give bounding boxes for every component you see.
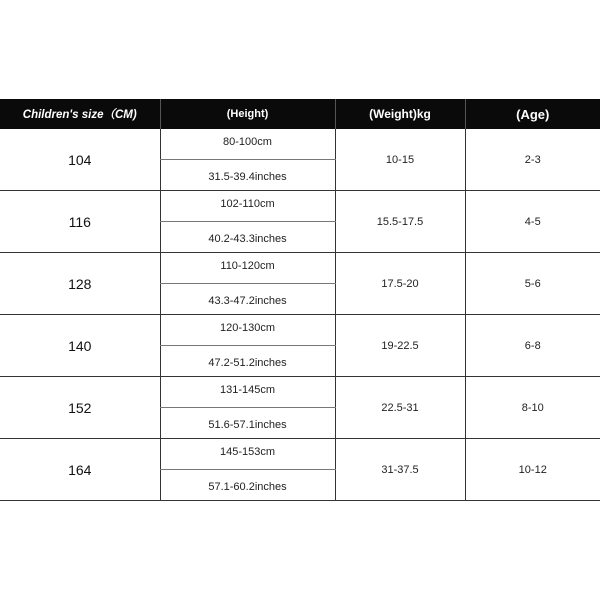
- size-cell: 116: [0, 191, 160, 253]
- height-in-cell: [160, 284, 335, 315]
- height-cm-cell: [160, 315, 335, 346]
- header-weight: (Weight)kg: [335, 99, 465, 129]
- weight-cell: 17.5-20: [335, 253, 465, 315]
- height-in-cell: [160, 408, 335, 439]
- height-cm-cell: [160, 191, 335, 222]
- height-cm-text: 110-120cm: [220, 260, 275, 272]
- height-cm-text: 131-145cm: [219, 384, 276, 396]
- age-cell: 8-10: [465, 377, 600, 439]
- height-cm-text: 145-153cm: [219, 446, 276, 458]
- header-size: Children's size（CM): [0, 99, 160, 129]
- header-age: (Age): [465, 99, 600, 129]
- header-height: (Height): [160, 99, 335, 129]
- table-row: [0, 439, 600, 470]
- height-cm-cell: [160, 129, 335, 160]
- table-row: [0, 129, 600, 160]
- size-cell: 128: [0, 253, 160, 315]
- size-cell: 140: [0, 315, 160, 377]
- height-cm-cell: [160, 253, 335, 284]
- table-row: [0, 253, 600, 284]
- table-row: [0, 377, 600, 408]
- age-cell: 5-6: [465, 253, 600, 315]
- height-in-text: 40.2-43.3inches: [208, 233, 287, 245]
- age-cell: 6-8: [465, 315, 600, 377]
- height-cm-text: 102-110cm: [220, 198, 275, 210]
- height-in-cell: [160, 160, 335, 191]
- size-cell: 104: [0, 129, 160, 191]
- height-in-text: 43.3-47.2inches: [208, 295, 287, 307]
- size-chart-table: [0, 99, 600, 501]
- age-cell: 2-3: [465, 129, 600, 191]
- height-in-cell: [160, 346, 335, 377]
- age-cell: 10-12: [465, 439, 600, 501]
- table-header-row: [0, 99, 600, 129]
- weight-cell: 15.5-17.5: [335, 191, 465, 253]
- height-in-text: 31.5-39.4inches: [208, 171, 287, 183]
- age-cell: 4-5: [465, 191, 600, 253]
- height-in-text: 47.2-51.2inches: [208, 357, 287, 369]
- height-in-cell: [160, 222, 335, 253]
- size-cell: 164: [0, 439, 160, 501]
- height-in-text: 57.1-60.2inches: [208, 481, 287, 493]
- table-row: [0, 315, 600, 346]
- weight-cell: 22.5-31: [335, 377, 465, 439]
- height-cm-cell: [160, 439, 335, 470]
- weight-cell: 10-15: [335, 129, 465, 191]
- height-cm-cell: [160, 377, 335, 408]
- height-in-cell: [160, 470, 335, 501]
- table-row: [0, 191, 600, 222]
- weight-cell: 31-37.5: [335, 439, 465, 501]
- height-in-text: 51.6-57.1inches: [208, 419, 287, 431]
- height-cm-text: 120-130cm: [219, 322, 276, 334]
- height-cm-text: 80-100cm: [223, 136, 272, 148]
- size-cell: 152: [0, 377, 160, 439]
- weight-cell: 19-22.5: [335, 315, 465, 377]
